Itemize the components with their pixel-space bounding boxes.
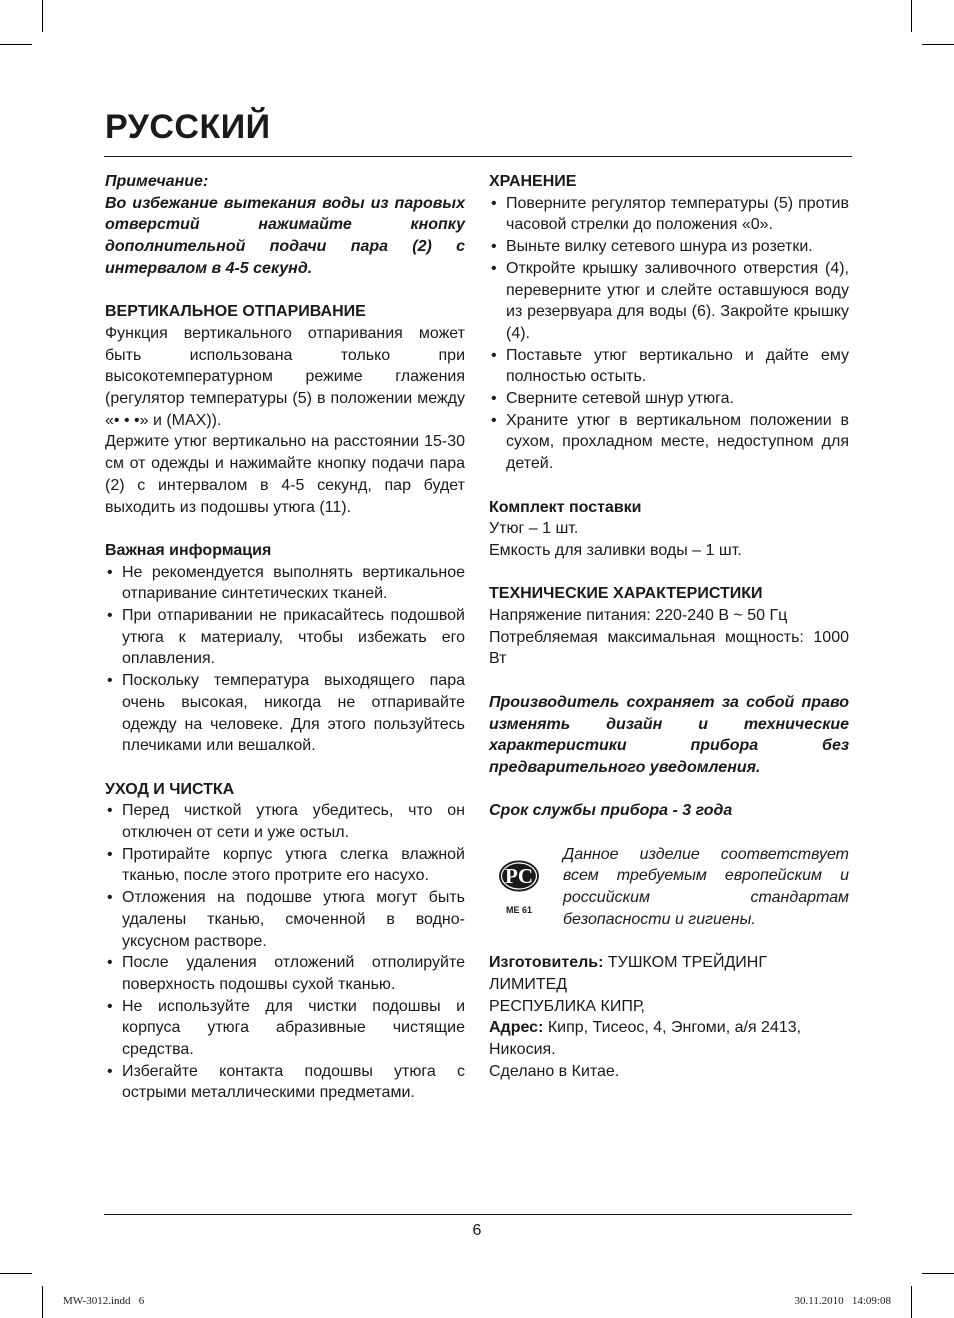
vertical-steaming-paragraph: Функция вертикального отпаривания может быть использована только при высокотемпературном режиме глажения (регулятор температуры (5) в положении между «• • •» и (MAX)). — [105, 324, 465, 429]
file-slug: MW-3012.indd 6 — [63, 1295, 145, 1307]
list-item: • Не рекомендуется выполнять вертикальное отпаривание синтетических тканей. — [107, 563, 465, 603]
disclaimer: Производитель сохраняет за собой право изменять дизайн и технические характеристики прибора без предварительного уведомления. — [489, 693, 849, 776]
important-info-list — [105, 562, 465, 757]
crop-mark — [0, 44, 32, 45]
address-text: Кипр, Тисеос, 4, Энгоми, а/я 2413, Никосия. — [489, 1019, 802, 1059]
note-text: Во избежание вытекания воды из паровых отверстий нажимайте кнопку дополнительной подачи пара (2) с интервалом в 4-5 секунд. — [105, 194, 465, 277]
maker-country: РЕСПУБЛИКА КИПР, — [489, 997, 645, 1015]
crop-mark — [922, 1273, 954, 1274]
list-item: • Выньте вилку сетевого шнура из розетки. — [491, 238, 813, 256]
care-list — [105, 800, 465, 1104]
maker-label: Изготовитель: — [489, 954, 604, 972]
care-heading: УХОД И ЧИСТКА — [105, 780, 235, 798]
left-column — [105, 171, 465, 1104]
crop-mark — [911, 1286, 912, 1318]
certification-mark — [489, 844, 563, 922]
list-item: • Поскольку температура выходящего пара очень высокая, никогда не отпаривайте одежду на человеке. Для этого пользуйтесь плечиками или вешалкой. — [107, 672, 465, 755]
certification-text: Данное изделие соответствует всем требуемым европейским и российским стандартам безопасности и гигиены. — [563, 845, 849, 928]
title-rule — [104, 156, 852, 157]
kit-heading: Комплект поставки — [489, 498, 642, 516]
storage-heading: ХРАНЕНИЕ — [489, 173, 577, 190]
list-item: • Сверните сетевой шнур утюга. — [491, 390, 734, 408]
maker-name: ТУШКОМ ТРЕЙДИНГ ЛИМИТЕД — [489, 954, 768, 993]
right-column — [489, 171, 849, 1082]
spec-voltage: Напряжение питания: 220-240 В ~ 50 Гц — [489, 607, 788, 625]
list-item: • При отпаривании не прикасайтесь подошвой утюга к материалу, чтобы избежать его оплавления. — [107, 607, 465, 668]
page-number: 6 — [472, 1222, 482, 1239]
crop-mark — [42, 0, 43, 32]
list-item: • Откройте крышку заливочного отверстия (4), переверните утюг и слейте оставшуюся воду из резервуара для воды (6). Закройте крышку (4). — [491, 259, 849, 342]
footer-rule — [104, 1214, 852, 1215]
kit-line: Емкость для заливки воды – 1 шт. — [489, 541, 742, 559]
rst-mark-icon — [489, 856, 549, 896]
page-title: РУССКИЙ — [105, 108, 271, 146]
made-in: Сделано в Китае. — [489, 1062, 620, 1080]
list-item: • После удаления отложений отполируйте поверхность подошвы сухой тканью. — [107, 954, 465, 993]
maker-line — [489, 952, 849, 995]
certification-block — [489, 844, 849, 931]
print-timestamp: 30.11.2010 14:09:08 — [794, 1295, 891, 1307]
list-item: • Храните утюг в вертикальном положении в сухом, прохладном месте, недоступном для детей. — [491, 411, 849, 473]
crop-mark — [42, 1286, 43, 1318]
spec-power: Потребляемая максимальная мощность: 1000 Вт — [489, 628, 849, 668]
address-label: Адрес: — [489, 1019, 544, 1037]
list-item: • Поставьте утюг вертикально и дайте ему полностью остыть. — [491, 346, 849, 386]
crop-mark — [922, 44, 954, 45]
list-item: • Перед чисткой утюга убедитесь, что он отключен от сети и уже остыл. — [107, 802, 465, 842]
storage-list — [489, 193, 849, 475]
list-item: • Не используйте для чистки подошвы и корпуса утюга абразивные чистящие средства. — [107, 997, 465, 1059]
list-item: • Избегайте контакта подошвы утюга с острыми металлическими предметами. — [107, 1062, 465, 1102]
list-item: • Протирайте корпус утюга слегка влажной тканью, после этого протрите его насухо. — [107, 845, 465, 885]
specs-heading: ТЕХНИЧЕСКИЕ ХАРАКТЕРИСТИКИ — [489, 585, 763, 603]
mark-code: МЕ 61 — [505, 905, 532, 916]
list-item: • Поверните регулятор температуры (5) против часовой стрелки до положения «0». — [491, 194, 849, 234]
service-life: Срок службы прибора - 3 года — [489, 802, 733, 820]
vertical-steaming-paragraph: Держите утюг вертикально на расстоянии 15-30 см от одежды и нажимайте кнопку подачи пара (2) с интервалом в 4-5 секунд, пар будет выходить из подошвы утюга (11). — [105, 433, 465, 516]
svg-text:PC: PC — [505, 863, 533, 888]
crop-mark — [0, 1273, 32, 1274]
crop-mark — [911, 0, 912, 32]
note-label: Примечание: — [105, 173, 209, 190]
kit-line: Утюг – 1 шт. — [489, 520, 579, 538]
vertical-steaming-heading: ВЕРТИКАЛЬНОЕ ОТПАРИВАНИЕ — [105, 303, 366, 321]
list-item: • Отложения на подошве утюга могут быть удалены тканью, смоченной в водно-уксусном растворе. — [107, 889, 465, 950]
maker-address — [489, 1017, 849, 1060]
important-info-heading: Важная информация — [105, 541, 272, 559]
